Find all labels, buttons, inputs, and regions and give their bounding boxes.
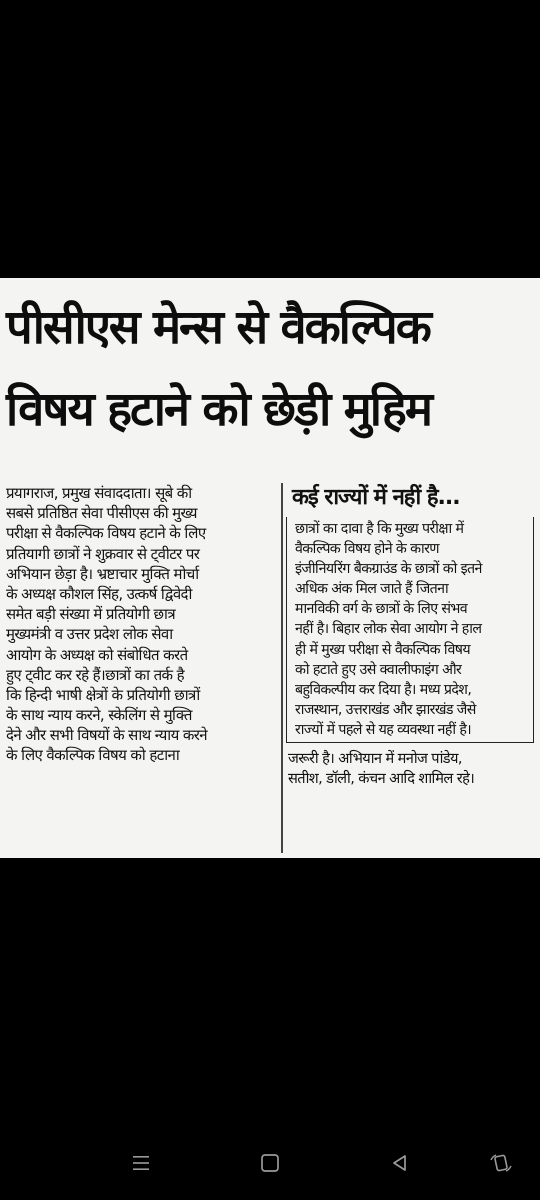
sidebar-line: मानविकी वर्ग के छात्रों के लिए संभव <box>295 601 468 618</box>
navigation-bar <box>0 1125 540 1200</box>
sidebar-title: कई राज्यों में नहीं है... <box>292 485 460 510</box>
headline-line-1: पीसीएस मेन्स से वैकल्पिक <box>6 300 430 355</box>
article-continuation <box>286 749 534 789</box>
rotate-screen-icon[interactable] <box>481 1147 521 1179</box>
sidebar-line: बहुविकल्पीय कर दिया है। मध्य प्रदेश, <box>295 681 472 698</box>
sidebar-line: छात्रों का दावा है कि मुख्य परीक्षा में <box>295 521 464 537</box>
article-line: के लिए वैकल्पिक विषय को हटाना <box>6 746 180 765</box>
headline-line-2: विषय हटाने को छेड़ी मुहिम <box>6 382 431 437</box>
sidebar-line: राजस्थान, उत्तराखंड और झारखंड जैसे <box>295 701 476 718</box>
article-line: सबसे प्रतिष्ठित सेवा पीसीएस की मुख्य <box>6 504 197 523</box>
article-line: जरूरी है। अभियान में मनोज पांडेय, <box>288 750 462 768</box>
column-divider <box>281 483 283 853</box>
article-line: प्रतियागी छात्रों ने शुक्रवार से ट्वीटर पर <box>6 544 200 563</box>
article-line: प्रयागराज, प्रमुख संवाददाता। सूबे की <box>6 484 192 502</box>
sidebar-box <box>286 517 534 743</box>
article-line: कि हिन्दी भाषी क्षेत्रों के प्रतियोगी छात्रों <box>6 685 200 704</box>
article-left-column <box>6 483 278 766</box>
sidebar-line: राज्यों में पहले से यह व्यवस्था नहीं है। <box>295 721 472 738</box>
article-line: के अध्यक्ष कौशल सिंह, उत्कर्ष द्विवेदी <box>6 584 192 603</box>
sidebar-line: अधिक अंक मिल जाते हैं जितना <box>295 581 449 598</box>
article-line: अभियान छेड़ा है। भ्रष्टाचार मुक्ति मोर्चा <box>6 564 199 583</box>
triangle-back-icon[interactable] <box>380 1147 420 1179</box>
sidebar-line: नहीं है। बिहार लोक सेवा आयोग ने हाल <box>295 621 482 638</box>
sidebar-line: इंजीनियरिंग बैकग्राउंड के छात्रों को इतने <box>295 561 482 578</box>
article-line: मुख्यमंत्री व उत्तर प्रदेश लोक सेवा <box>6 625 173 644</box>
article-line: परीक्षा से वैकल्पिक विषय हटाने के लिए <box>6 524 206 543</box>
sidebar-line: वैकल्पिक विषय होने के कारण <box>295 541 439 558</box>
sidebar-line: ही में मुख्य परीक्षा से वैकल्पिक विषय <box>295 641 471 658</box>
article-line: हुए ट्वीट कर रहे हैं।छात्रों का तर्क है <box>6 665 184 684</box>
article-right-column <box>286 483 534 789</box>
article-line: सतीश, डॉली, कंचन आदि शामिल रहे। <box>288 770 475 788</box>
menu-lines-icon[interactable] <box>121 1147 161 1179</box>
square-home-icon[interactable] <box>250 1147 290 1179</box>
sidebar-line: को हटाते हुए उसे क्वालीफाइंग और <box>295 661 462 678</box>
article-line: देने और सभी विषयों के साथ न्याय करने <box>6 726 208 745</box>
article-line: आयोग के अध्यक्ष को संबोधित करते <box>6 645 188 664</box>
article-line: के साथ न्याय करने, स्केलिंग से मुक्ति <box>6 706 192 725</box>
article-line: समेत बड़ी संख्या में प्रतियोगी छात्र <box>6 605 176 624</box>
newspaper-clipping <box>0 278 540 858</box>
